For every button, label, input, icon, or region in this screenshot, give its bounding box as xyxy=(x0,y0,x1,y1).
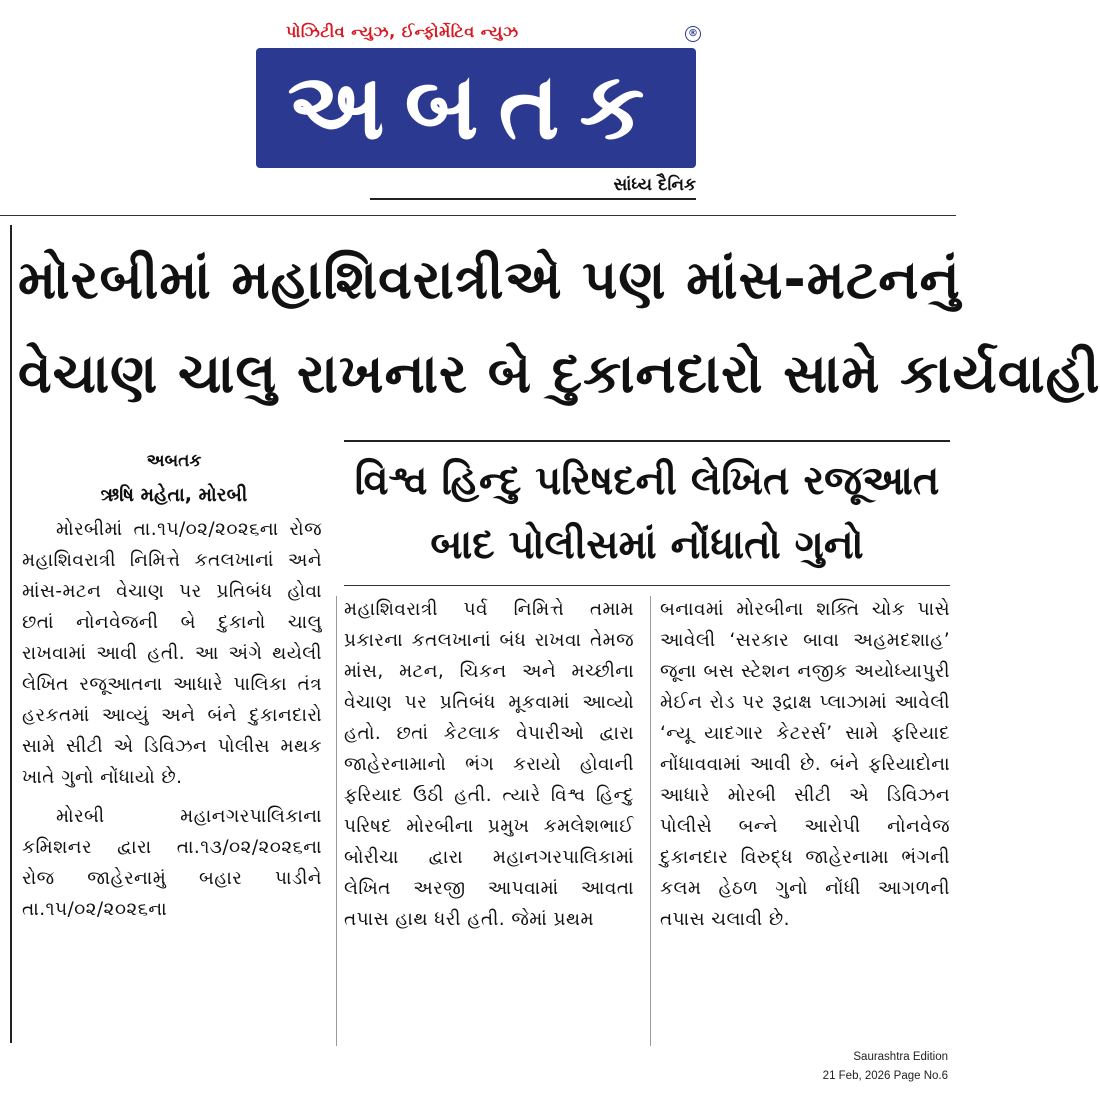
article-headline-line-1: મોરબીમાં મહાશિવરાત્રીએ પણ માંસ-મટનનું xyxy=(18,248,961,311)
masthead-divider xyxy=(0,215,956,216)
column-2-paragraph: મહાશિવરાત્રી પર્વ નિમિત્તે તમામ પ્રકારના કતલખાનાં બંધ રાખવા તેમજ માંસ, મટન, ચિકન અને મચ્છીના વેચાણ પર પ્રતિબંધ મૂકવામાં આવ્યો હતો. છતાં કેટલાક વેપારીઓ દ્વારા જાહેરનામાનો ભંગ કરાયો હોવાની ફરિયાદ ઉઠી હતી. ત્યારે વિશ્વ હિન્દુ પરિષદ મોરબીના પ્રમુખ કમલેશભાઈ બોરીચા દ્વારા મહાનગરપાલિકામાં લેખિત અરજી આપવામાં આવતા તપાસ હાથ ધરી હતી. જેમાં પ્રથમ xyxy=(344,599,634,930)
column-1-paragraph-1: મોરબીમાં તા.૧૫/૦૨/૨૦૨૬ના રોજ મહાશિવરાત્રી નિમિત્તે કતલખાનાં અને માંસ-મટન વેચાણ પર પ્રતિબંધ હોવા છતાં નોનવેજની બે દુકાનો ચાલુ રાખવામાં આવી હતી. આ અંગે થયેલી લેખિત રજૂઆતના આધારે પાલિકા તંત્ર હરકતમાં આવ્યું અને બંને દુકાનદારો સામે સીટી એ ડિવિઝન પોલીસ મથક ખાતે ગુનો નોંધાયો છે. xyxy=(22,519,322,788)
article-subheadline-line-1: વિશ્વ હિન્દુ પરિષદની લેખિત રજૂઆત xyxy=(354,458,940,504)
article-column-2 xyxy=(344,594,634,1044)
byline-source: અબતક xyxy=(146,451,202,471)
column-divider xyxy=(336,596,337,1046)
column-divider xyxy=(650,596,651,1046)
masthead-tagline: પોઝિટીવ ન્યુઝ, ઈન્ફોર્મેટિવ ન્યુઝ xyxy=(286,22,519,41)
byline-reporter: ઋષિ મહેતા, મોરબી xyxy=(100,484,248,506)
article-headline-line-2: વેચાણ ચાલુ રાખનાર બે દુકાનદારો સામે કાર્યવાહી xyxy=(18,342,1100,405)
newspaper-logo: અબતક xyxy=(256,48,696,168)
subheadline-top-rule xyxy=(344,440,950,442)
masthead xyxy=(0,0,956,212)
article-subheadline-line-2: બાદ પોલીસમાં નોંધાતો ગુનો xyxy=(430,522,864,568)
left-margin-rule xyxy=(10,225,12,1043)
footer-edition: Saurashtra Edition xyxy=(853,1051,948,1063)
edition-type-label: સાંધ્ય દૈનિક xyxy=(546,172,700,198)
registered-mark-icon: ® xyxy=(685,26,701,42)
footer-date-page: 21 Feb, 2026 Page No.6 xyxy=(822,1070,948,1082)
column-3-paragraph: બનાવમાં મોરબીના શક્તિ ચોક પાસે આવેલી ‘સરકાર બાવા અહમદશાહ’ જૂના બસ સ્ટેશન નજીક અયોધ્યાપુરી મેઈન રોડ પર રૂદ્રાક્ષ પ્લાઝામાં આવેલી ‘ન્યૂ યાદગાર કેટરર્સ’ સામે ફરિયાદ નોંધાવવામાં આવી છે. બંને ફરિયાદોના આધારે મોરબી સીટી એ ડિવિઝન પોલીસે બન્ને આરોપી નોનવેજ દુકાનદાર વિરુદ્ધ જાહેરનામા ભંગની કલમ હેઠળ ગુનો નોંધી આગળની તપાસ ચલાવી છે. xyxy=(660,599,950,930)
column-1-paragraph-2: મોરબી મહાનગરપાલિકાના કમિશનર દ્વારા તા.૧૩/૦૨/૨૦૨૬ના રોજ જાહેરનામું બહાર પાડીને તા.૧૫/૦૨/૨૦૨૬ના xyxy=(22,806,322,920)
article-column-3 xyxy=(660,594,950,1044)
article-column-1 xyxy=(22,514,322,1044)
subheadline-bottom-rule xyxy=(344,585,950,586)
